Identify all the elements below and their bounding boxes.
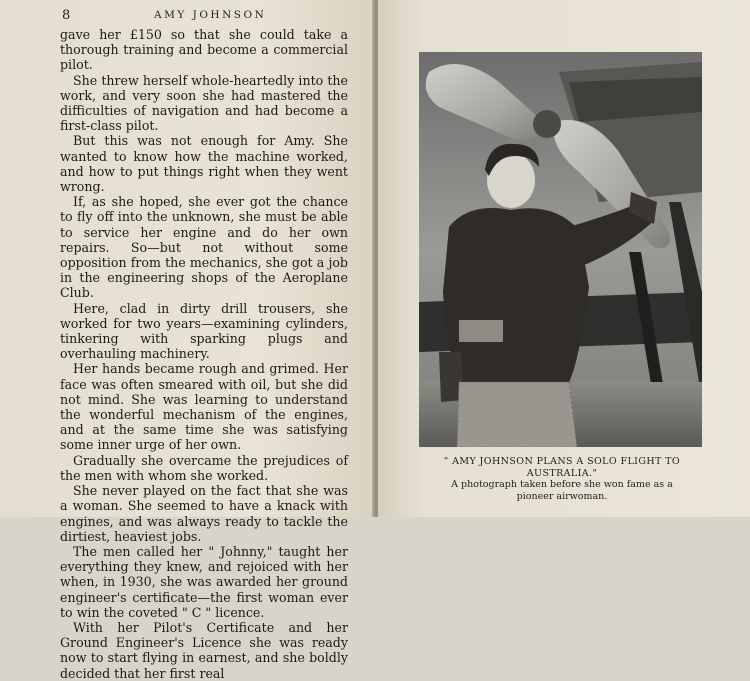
paragraph-5: Here, clad in dirty drill trousers, she worked for two years—examining cylinders, tinkering with sparking plugs and overhauling machinery.: [60, 300, 348, 362]
photograph-illustration: [419, 52, 702, 447]
paragraph-3: But this was not enough for Amy. She wanted to know how the machine worked, and how to put things right when they went wrong.: [60, 133, 348, 195]
paragraph-10: With her Pilot's Certificate and her Ground Engineer's Licence she was ready now to start flying in earnest, and she boldly decided that her first real: [60, 619, 348, 681]
running-head-title: AMY JOHNSON: [154, 9, 267, 21]
page-number: 8: [62, 8, 71, 23]
paragraph-7: Gradually she overcame the prejudices of the men with whom she worked.: [60, 452, 348, 483]
body-text: [60, 27, 348, 681]
paragraph-2: She threw herself whole-heartedly into the work, and very soon she had mastered the difficulties of navigation and had become a first-class pilot.: [60, 72, 348, 134]
left-page: [0, 0, 374, 681]
photograph-amy-johnson: [419, 52, 702, 447]
paragraph-6: Her hands became rough and grimed. Her face was often smeared with oil, but she did not mind. She was learning to understand the wonderful mechanism of the engines, and at the same time she was satisfying some inner urge of her own.: [60, 361, 348, 453]
caption-title: " AMY JOHNSON PLANS A SOLO FLIGHT TO AUSTRALIA.": [443, 456, 681, 479]
caption-line-1: A photograph taken before she won fame as a: [451, 479, 673, 490]
paragraph-8: She never played on the fact that she was a woman. She seemed to have a knack with engines, and was always ready to tackle the dirtiest, heaviest jobs.: [60, 483, 348, 544]
photo-caption: [418, 456, 706, 502]
paragraph-4: If, as she hoped, she ever got the chance to fly off into the unknown, she must be able to service her engine and do her own repairs. So—but not without some opposition from the mechanics, she got a job in the engineering shops of the Aeroplane Club.: [60, 194, 348, 301]
caption-line-2: pioneer airwoman.: [516, 490, 608, 502]
paragraph-9: The men called her " Johnny," taught her everything they knew, and rejoiced with her when, in 1930, she was awarded her ground engineer's certificate—the first woman ever to win the coveted " C " licence.: [60, 543, 348, 620]
paragraph-1: gave her £150 so that she could take a thorough training and become a commercial pilot.: [60, 27, 348, 73]
running-head: [62, 8, 362, 24]
